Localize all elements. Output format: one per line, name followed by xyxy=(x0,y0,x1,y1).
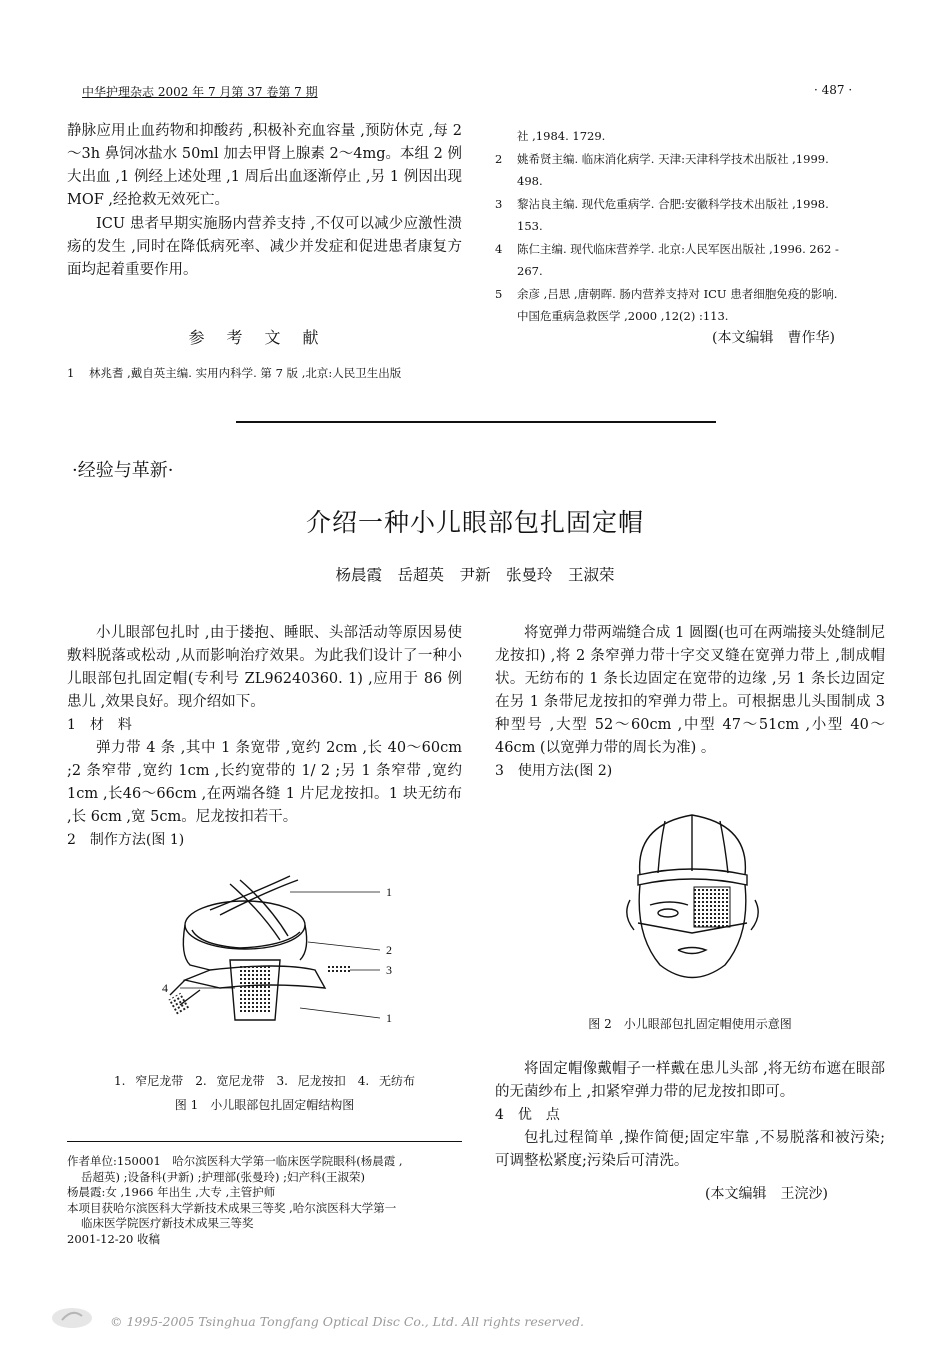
mouth xyxy=(678,948,706,954)
affiliation-line-1: 作者单位:150001 哈尔滨医科大学第一临床医学院眼科(杨晨霞 , xyxy=(67,1154,403,1168)
editor-credit: (本文编辑 王浣沙) xyxy=(705,1186,828,1202)
reference-text: 余彦 ,吕思 ,唐朝晖. 肠内营养支持对 ICU 患者细胞免疫的影响. xyxy=(517,286,838,301)
publisher-logo-icon xyxy=(50,1306,94,1330)
method-paragraph: 将宽弹力带两端缝合成 1 圆圈(也可在两端接头处缝制尼龙按扣) ,将 2 条窄弹力带十字交叉缝在宽弹力带上 ,制成帽状。无纺布的 1 条长边固定在宽带的边缘 ,另 1 条长边固定在另 1 条带尼龙按扣的窄弹力带上。可根据患儿头围制成 3 种型号 ,大型 52～60cm ,中型 47～51cm ,小型 40～46cm (以宽弹力带的周长为准) 。 xyxy=(495,625,885,756)
reference-text-cont: 498. xyxy=(517,174,543,188)
nonwoven-pattern xyxy=(238,966,272,1014)
figure-1-cap-structure xyxy=(140,870,410,1035)
reference-number: 4 xyxy=(495,241,503,256)
article-separator xyxy=(236,421,716,423)
reference-number: 1 xyxy=(67,366,75,380)
reference-text-cont: 中国危重病急救医学 ,2000 ,12(2) :113. xyxy=(517,309,729,323)
callout-3: 3 xyxy=(386,963,392,977)
nonwoven-eye-patch xyxy=(694,887,730,927)
heading-usage: 3 使用方法(图 2) xyxy=(495,763,613,779)
page-number: · 487 · xyxy=(814,83,853,97)
cap-straps xyxy=(658,815,728,873)
reference-text: 姚希贤主编. 临床消化病学. 天津:天津科学技术出版社 ,1999. xyxy=(517,151,829,166)
wide-band-edge xyxy=(192,930,300,948)
article-authors: 杨晨霞 岳超英 尹新 张曼玲 王淑荣 xyxy=(335,566,615,584)
figure-1-caption: 图 1 小儿眼部包扎固定帽结构图 xyxy=(174,1098,355,1112)
footnotes xyxy=(67,1154,467,1247)
heading-method: 2 制作方法(图 1) xyxy=(67,832,185,848)
left-brow xyxy=(650,902,688,905)
cross-strap-1 xyxy=(210,876,298,915)
section-label: ·经验与革新· xyxy=(72,460,174,481)
article-title: 介绍一种小儿眼部包扎固定帽 xyxy=(305,508,644,537)
prev-paragraph-2: ICU 患者早期实施肠内营养支持 ,不仅可以减少应激性溃疡的发生 ,同时在降低病死率、减少并发症和促进患者康复方面均起着重要作用。 xyxy=(67,216,462,278)
reference-number: 3 xyxy=(495,196,503,211)
reference-1-continuation: 社 ,1984. 1729. xyxy=(517,129,606,143)
materials-paragraph: 弹力带 4 条 ,其中 1 条宽带 ,宽约 2cm ,长 40～60cm ;2 条窄带 ,宽约 1cm ,长约宽带的 1/ 2 ;另 1 条窄带 ,宽约 1cm ,长46～66cm ,在两端各缝 1 片尼龙按扣。1 块无纺布 ,长 6cm ,宽 5cm。尼龙按扣若干。 xyxy=(67,740,462,825)
intro-paragraph: 小儿眼部包扎时 ,由于搂抱、睡眠、头部活动等原因易使敷料脱落或松动 ,从而影响治疗效果。为此我们设计了一种小儿眼部包扎固定帽(专利号 ZL96240360. 1) ,应用于 86 例患儿 ,效果良好。现介绍如下。 xyxy=(67,625,462,710)
references-list xyxy=(495,125,885,328)
reference-number: 2 xyxy=(495,151,503,166)
band-ellipse-top xyxy=(185,901,305,949)
article-right-column xyxy=(495,622,885,783)
reference-text-cont: 267. xyxy=(517,264,543,278)
author-bio: 杨晨霞:女 ,1966 年出生 ,大专 ,主管护师 xyxy=(67,1185,276,1199)
affiliation-line-2: 岳超英) ;设备科(尹新) ;护理部(张曼玲) ;妇产科(王淑荣) xyxy=(81,1169,365,1184)
article-right-column-lower xyxy=(495,1058,885,1173)
left-eye xyxy=(658,909,678,917)
reference-text-cont: 153. xyxy=(517,219,543,233)
heading-advantages: 4 优 点 xyxy=(495,1107,560,1123)
callout-4: 4 xyxy=(162,981,168,995)
received-date: 2001-12-20 收稿 xyxy=(67,1231,160,1246)
article-left-column xyxy=(67,622,462,852)
reference-text: 陈仁主编. 现代临床营养学. 北京:人民军医出版社 ,1996. 262 - xyxy=(517,241,839,256)
prev-editor-credit: (本文编辑 曹作华) xyxy=(712,330,835,346)
reference-text: 林兆耆 ,戴自英主编. 实用内科学. 第 7 版 ,北京:人民卫生出版 xyxy=(89,366,402,380)
figure-2-usage-illustration xyxy=(610,805,775,990)
callout-1b: 1 xyxy=(386,1011,392,1025)
reference-1 xyxy=(67,362,467,385)
figure-1-legend: 1. 窄尼龙带 2. 宽尼龙带 3. 尼龙按扣 4. 无纺布 xyxy=(113,1074,416,1088)
prev-paragraph-1: 静脉应用止血药物和抑酸药 ,积极补充血容量 ,预防休克 ,每 2～3h 鼻饲冰盐水 50ml 加去甲肾上腺素 2～4mg。本组 2 例大出血 ,1 例经上述处理 ,1 周后出血逐渐停止 ,另 1 例因出现 MOF ,经抢救无效死亡。 xyxy=(67,123,462,208)
callout-2: 2 xyxy=(386,943,392,957)
usage-paragraph: 将固定帽像戴帽子一样戴在患儿头部 ,将无纺布遮在眼部的无菌纱布上 ,扣紧窄弹力带的尼龙按扣即可。 xyxy=(495,1061,885,1100)
reference-item xyxy=(495,238,885,283)
callout-1: 1 xyxy=(386,885,392,899)
cross-strap-2 xyxy=(230,880,288,940)
copyright-notice: © 1995-2005 Tsinghua Tongfang Optical Disc Co., Ltd. All rights reserved. xyxy=(110,1314,584,1329)
reference-item xyxy=(495,148,885,193)
references-title: 参考文献 xyxy=(188,328,341,347)
award-line-1: 本项目获哈尔滨医科大学新技术成果三等奖 ,哈尔滨医科大学第一 xyxy=(67,1200,397,1215)
prev-article-body xyxy=(67,120,462,282)
heading-materials: 1 材 料 xyxy=(67,717,132,733)
reference-number: 5 xyxy=(495,286,503,301)
figure-2-caption: 图 2 小儿眼部包扎固定帽使用示意图 xyxy=(588,1017,792,1031)
reference-text: 黎沾良主编. 现代危重病学. 合肥:安徽科学技术出版社 ,1998. xyxy=(517,196,829,211)
ears xyxy=(627,900,758,930)
award-line-2: 临床医学院医疗新技术成果三等奖 xyxy=(81,1216,254,1230)
footnote-rule xyxy=(67,1141,462,1142)
wide-band xyxy=(638,869,747,885)
advantages-paragraph: 包扎过程简单 ,操作简便;固定牢靠 ,不易脱落和被污染;可调整松紧度;污染后可清洗。 xyxy=(495,1130,885,1169)
narrow-strap xyxy=(638,923,747,933)
journal-header: 中华护理杂志 2002 年 7 月第 37 卷第 7 期 xyxy=(82,85,318,99)
reference-item xyxy=(495,283,885,328)
reference-item xyxy=(495,193,885,238)
